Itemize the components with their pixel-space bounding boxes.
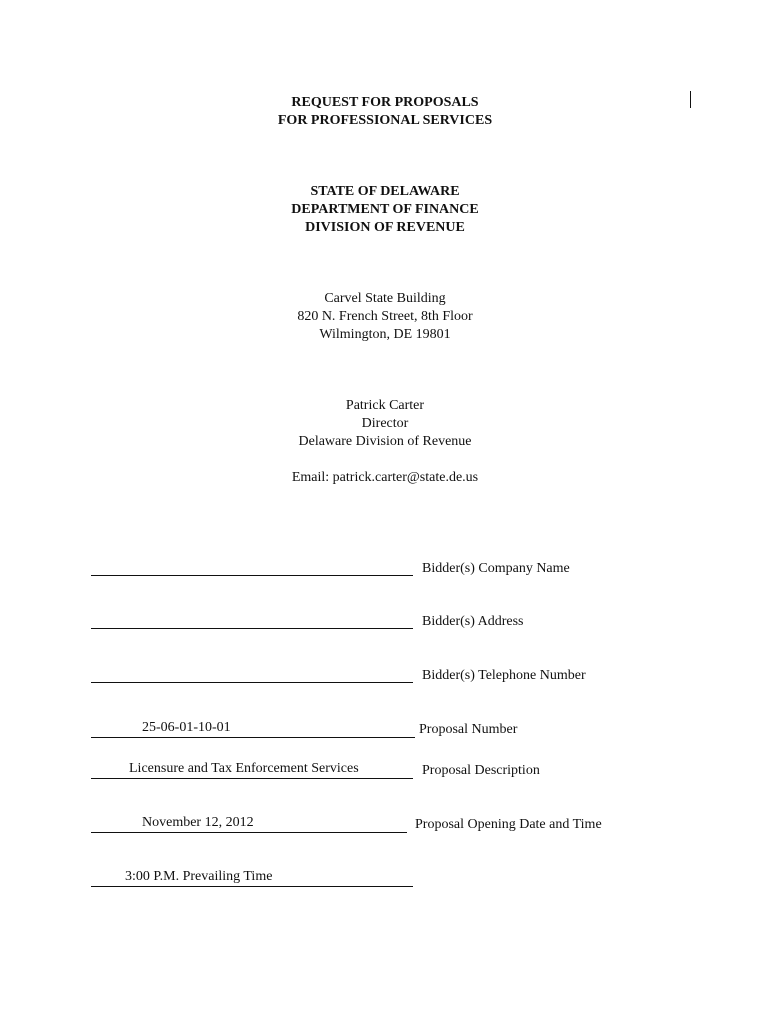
proposal-description-field[interactable] [91,760,413,779]
proposal-description-label: Proposal Description [422,763,540,778]
opening-date-field[interactable] [91,814,407,833]
address-field[interactable] [91,610,413,629]
address-street: 820 N. French Street, 8th Floor [297,309,473,324]
contact-name: Patrick Carter [345,398,425,413]
contact-title: Director [361,416,409,431]
opening-time-field[interactable] [91,868,413,887]
company-name-label: Bidder(s) Company Name [422,561,570,576]
telephone-field[interactable] [91,664,413,683]
proposal-number-field[interactable] [91,719,415,738]
contact-email: Email: patrick.carter@state.de.us [291,470,479,485]
proposal-number-label: Proposal Number [419,722,518,737]
proposal-number-value: 25-06-01-10-01 [142,720,231,735]
title-line-1: REQUEST FOR PROPOSALS [291,95,479,110]
address-building: Carvel State Building [324,291,446,306]
company-name-field[interactable] [91,557,413,576]
contact-organization: Delaware Division of Revenue [298,434,472,449]
agency-department: DEPARTMENT OF FINANCE [291,202,479,217]
address-label: Bidder(s) Address [422,614,524,629]
telephone-label: Bidder(s) Telephone Number [422,668,586,683]
opening-time-value: 3:00 P.M. Prevailing Time [125,869,273,884]
title-line-2: FOR PROFESSIONAL SERVICES [277,113,493,128]
agency-division: DIVISION OF REVENUE [305,220,465,235]
agency-state: STATE OF DELAWARE [310,184,460,199]
opening-date-label: Proposal Opening Date and Time [415,817,602,832]
opening-date-value: November 12, 2012 [142,815,254,830]
address-city: Wilmington, DE 19801 [319,327,451,342]
proposal-description-value: Licensure and Tax Enforcement Services [129,761,359,776]
